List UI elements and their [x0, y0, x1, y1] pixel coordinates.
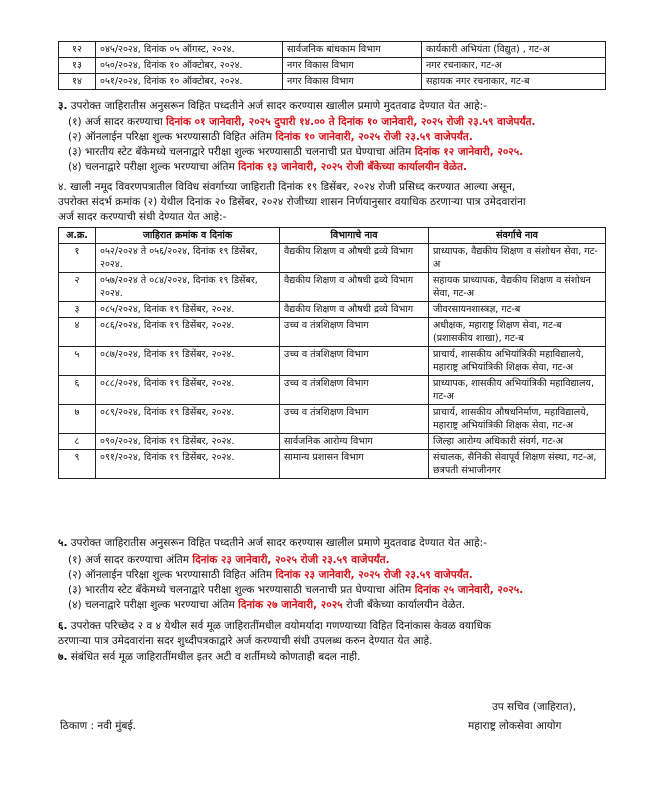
item-deadline: दिनांक २३ जानेवारी, २०२५ रोजी २३.५९ वाजेपर्यंत. [192, 554, 390, 566]
advt-cell: ०५१/२०२४, दिनांक १० ऑक्टोबर, २०२४. [96, 74, 283, 90]
item-text: (१) अर्ज सादर करण्याचा अंतिम [68, 554, 193, 566]
para6-line1-text: उपरोक्त परिच्छेद २ व ४ येथील सर्व मूळ जाहिरातींमधील वयोमर्यादा गणण्याच्या विहित दिनांकास केवळ वयाधिक [70, 620, 491, 632]
para4-line1: ४. खाली नमूद विवरणपत्रातील विविध संवर्गाच्या जाहिराती दिनांक १९ डिसेंबर, २०२४ रोजी प्रसिध्द करण्यात आल्या असून, [58, 181, 516, 193]
para6-line2: ठरणाऱ्या पात्र उमेदवारांना सदर शुध्दीपत्रकाद्वारे अर्ज करण्याची संधी उपलब्ध करुन देण्यात येत आहे. [58, 635, 433, 647]
post-cell: अधीक्षक, महाराष्ट्र शिक्षण सेवा, गट-ब (प्रशासकीय शाखा), गट-ब [429, 318, 606, 347]
para3-item [68, 130, 473, 144]
serial-cell: १२ [59, 42, 96, 58]
para5-item [68, 568, 473, 582]
top-table-row [59, 74, 606, 90]
serial-cell: ५ [59, 347, 96, 376]
header-post: संवर्गाचे नाव [429, 228, 606, 244]
main-table-row [59, 318, 606, 347]
top-table [58, 41, 606, 90]
post-cell: संचालक, सैनिकी सेवापूर्व शिक्षण संस्था, गट-अ, छत्रपती संभाजीनगर [429, 450, 606, 479]
para5-item [68, 583, 523, 597]
post-cell: जिल्हा आरोग्य अधिकारी संवर्ग, गट-अ [429, 434, 606, 450]
dept-cell: उच्च व तंत्रशिक्षण विभाग [280, 318, 429, 347]
serial-cell: ७ [59, 405, 96, 434]
main-table-row [59, 273, 606, 302]
dept-cell: नगर विकास विभाग [283, 58, 422, 74]
item-text: (४) चलनाद्वारे परीक्षा शुल्क भरण्याचा अंतिम [68, 161, 239, 173]
para4-line3: अर्ज सादर करण्याची संधी देण्यात येत आहे:- [58, 211, 227, 223]
header-serial: अ.क्र. [59, 228, 96, 244]
item-deadline: दिनांक १३ जानेवारी, २०२५ रोजी बँकेच्या कार्यालयीन वेळेत. [238, 161, 467, 173]
serial-cell: ४ [59, 318, 96, 347]
serial-cell: ८ [59, 434, 96, 450]
dept-cell: सामान्य प्रशासन विभाग [280, 450, 429, 479]
main-table-row [59, 347, 606, 376]
serial-cell: ९ [59, 450, 96, 479]
dept-cell: वैद्यकीय शिक्षण व औषधी द्रव्ये विभाग [280, 273, 429, 302]
item-deadline: दिनांक २५ जानेवारी, २०२५. [414, 584, 524, 596]
post-cell: नगर रचनाकार, गट-अ [422, 58, 606, 74]
header-advt: जाहिरात क्रमांक व दिनांक [96, 228, 280, 244]
item-deadline: दिनांक १२ जानेवारी, २०२५. [414, 146, 524, 158]
dept-cell: नगर विकास विभाग [283, 74, 422, 90]
post-cell: कार्यकारी अभियंता (विद्युत) , गट-अ [422, 42, 606, 58]
advt-cell: ०४५/२०२४, दिनांक ०५ ऑगस्ट, २०२४. [96, 42, 283, 58]
serial-cell: १ [59, 244, 96, 273]
main-table-row [59, 376, 606, 405]
item-deadline: दिनांक २७ जानेवारी, २०२५ [238, 599, 343, 611]
advt-cell: ०८६/२०२४, दिनांक १९ डिसेंबर, २०२४. [96, 318, 280, 347]
signature-office: महाराष्ट्र लोकसेवा आयोग [468, 720, 562, 732]
para3-item [68, 160, 467, 174]
item-text: (३) भारतीय स्टेट बँकेमध्ये चलनाद्वारे परीक्षा शुल्क भरण्यासाठी चलनाची प्रत घेण्याचा अंतिम [68, 146, 415, 158]
main-table-row [59, 302, 606, 318]
advt-cell: ०५०/२०२४, दिनांक १० ऑक्टोबर, २०२४. [96, 58, 283, 74]
para7-number: ७. [58, 651, 68, 663]
top-table-row [59, 58, 606, 74]
item-text: (२) ऑनलाईन परिक्षा शुल्क भरण्यासाठी विहित अंतिम [68, 569, 276, 581]
dept-cell: सार्वजनिक बांधकाम विभाग [283, 42, 422, 58]
signature-designation: उप सचिव (जाहिरात), [492, 701, 577, 713]
post-cell: प्राध्यापक, वैद्यकीय शिक्षण व संशोधन सेवा, गट-अ [429, 244, 606, 273]
main-table-row [59, 450, 606, 479]
post-cell: सहायक नगर रचनाकार, गट-ब [422, 74, 606, 90]
item-text: (१) अर्ज सादर करण्याचा [68, 116, 167, 128]
serial-cell: ६ [59, 376, 96, 405]
para3-item [68, 145, 523, 159]
para5-heading-text: उपरोक्त जाहिरातीस अनुसरून विहित पध्दतीने अर्ज सादर करण्यास खालील प्रमाणे मुदतवाढ देण्यात येत आहे:- [70, 537, 487, 549]
serial-cell: १४ [59, 74, 96, 90]
dept-cell: सार्वजनिक आरोग्य विभाग [280, 434, 429, 450]
item-text: (२) ऑनलाईन परिक्षा शुल्क भरण्यासाठी विहित अंतिम [68, 131, 276, 143]
dept-cell: वैद्यकीय शिक्षण व औषधी द्रव्ये विभाग [280, 244, 429, 273]
advt-cell: ०८५/२०२४, दिनांक १९ डिसेंबर, २०२४. [96, 302, 280, 318]
para3-heading [58, 99, 487, 113]
place-label: ठिकाण : नवी मुंबई. [60, 720, 136, 732]
dept-cell: वैद्यकीय शिक्षण व औषधी द्रव्ये विभाग [280, 302, 429, 318]
post-cell: प्राचार्य, शासकीय औषधनिर्माण, महाविद्यालये, महाराष्ट्र अभियांत्रिकी शिक्षक सेवा, गट-अ [429, 405, 606, 434]
advt-cell: ०५७/२०२४ ते ०८४/२०२४, दिनांक १९ डिसेंबर, २०२४. [96, 273, 280, 302]
main-table [58, 227, 606, 479]
item-text: (३) भारतीय स्टेट बँकेमध्ये चलनाद्वारे परीक्षा शुल्क भरण्यासाठी चलनाची प्रत घेण्याचा अंतिम [68, 584, 415, 596]
serial-cell: २ [59, 273, 96, 302]
advt-cell: ०८७/२०२४, दिनांक १९ डिसेंबर, २०२४. [96, 347, 280, 376]
para6-number: ६. [58, 620, 68, 632]
para5-number: ५. [58, 537, 68, 549]
item-suffix: रोजी बँकेच्या कार्यालयीन वेळेत. [342, 599, 466, 611]
advt-cell: ०५२/२०२४ ते ०५६/२०२४, दिनांक १९ डिसेंबर, २०२४. [96, 244, 280, 273]
para7 [58, 650, 360, 664]
item-deadline: दिनांक २३ जानेवारी, २०२५ रोजी २३.५९ वाजेपर्यंत. [275, 569, 473, 581]
advt-cell: ०८९/२०२४, दिनांक १९ डिसेंबर, २०२४. [96, 405, 280, 434]
para3-item [68, 115, 536, 129]
item-deadline: दिनांक ०१ जानेवारी, २०२५ दुपारी १४.०० ते दिनांक १० जानेवारी, २०२५ रोजी २३.५९ वाजेपर्यंत. [166, 116, 536, 128]
main-table-row [59, 405, 606, 434]
serial-cell: ३ [59, 302, 96, 318]
item-deadline: दिनांक १० जानेवारी, २०२५ रोजी २३.५९ वाजेपर्यंत. [275, 131, 473, 143]
para3-heading-text: उपरोक्त जाहिरातीस अनुसरून विहित पध्दतीने अर्ज सादर करण्यास खालील प्रमाणे मुदतवाढ देण्यात येत आहे:- [70, 100, 487, 112]
para4-line2: उपरोक्त संदर्भ क्रमांक (२) येथील दिनांक २० डिसेंबर, २०२४ रोजीच्या शासन निर्णयानुसार वयाधिक ठरणाऱ्या पात्र उमेदवारांना [58, 196, 526, 208]
advt-cell: ०८८/२०२४, दिनांक १९ डिसेंबर, २०२४. [96, 376, 280, 405]
serial-cell: १३ [59, 58, 96, 74]
para7-text: संबंधित सर्व मूळ जाहिरातींमधील इतर अटी व शर्तीमध्ये कोणताही बदल नाही. [70, 651, 361, 663]
dept-cell: उच्च व तंत्रशिक्षण विभाग [280, 376, 429, 405]
post-cell: प्राचार्य, शासकीय अभियांत्रिकी महाविद्यालये, महाराष्ट्र अभियांत्रिकी शिक्षक सेवा, गट-अ [429, 347, 606, 376]
top-table-row [59, 42, 606, 58]
dept-cell: उच्च व तंत्रशिक्षण विभाग [280, 405, 429, 434]
para3-number: ३. [58, 100, 68, 112]
dept-cell: उच्च व तंत्रशिक्षण विभाग [280, 347, 429, 376]
post-cell: प्राध्यापक, शासकीय अभियांत्रिकी महाविद्यालय, गट-अ [429, 376, 606, 405]
header-dept: विभागाचे नाव [280, 228, 429, 244]
para5-item [68, 553, 390, 567]
item-text: (४) चलनाद्वारे परीक्षा शुल्क भरण्याचा अंतिम [68, 599, 239, 611]
para5-heading [58, 536, 487, 550]
main-table-row [59, 244, 606, 273]
advt-cell: ०९०/२०२४, दिनांक १९ डिसेंबर, २०२४. [96, 434, 280, 450]
post-cell: जीवरसायनशास्त्रज्ञ, गट-ब [429, 302, 606, 318]
main-table-header-row [59, 228, 606, 244]
post-cell: सहायक प्राध्यापक, वैद्यकीय शिक्षण व संशोधन सेवा, गट-अ [429, 273, 606, 302]
para6-line1 [58, 619, 491, 633]
para5-item [68, 598, 465, 612]
main-table-row [59, 434, 606, 450]
advt-cell: ०९१/२०२४, दिनांक १९ डिसेंबर, २०२४. [96, 450, 280, 479]
